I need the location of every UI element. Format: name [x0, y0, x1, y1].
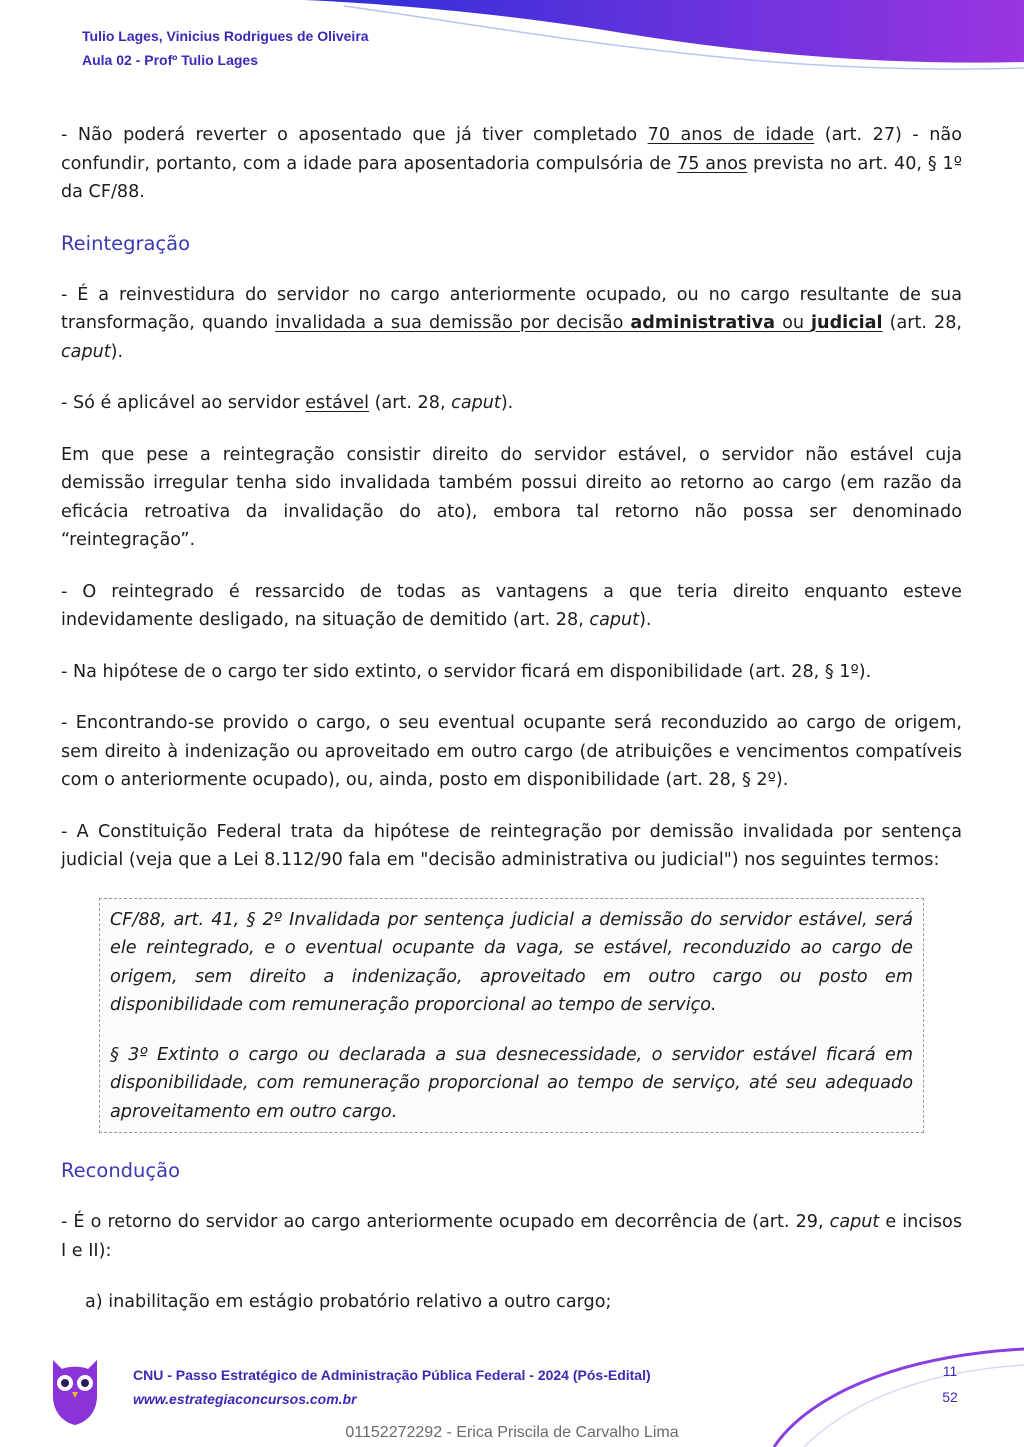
- text: - Não poderá reverter o aposentado que já tiver completado: [61, 125, 648, 145]
- underlined-text: ou: [775, 313, 812, 333]
- paragraph-constituicao: - A Constituição Federal trata da hipótese de reintegração por demissão invalidada por sentença judicial (veja que a Lei 8.112/90 fala em "decisão administrativa ou judicial") nos seguintes termos:: [61, 821, 962, 870]
- bold-administrativa: administrativa: [630, 313, 776, 333]
- text: - É o retorno do servidor ao cargo anteriormente ocupado em decorrência de (art. 29,: [61, 1212, 830, 1232]
- paragraph-reintegracao-definition: [61, 281, 962, 367]
- quote-art41-par3: § 3º Extinto o cargo ou declarada a sua desnecessidade, o servidor estável ficará em disponibilidade, com remuneração proporcional ao tempo de serviço, até seu adequado aproveitamento em outro cargo.: [110, 1044, 913, 1122]
- legal-quote-box: [99, 898, 924, 1134]
- paragraph-cargo-provido: - Encontrando-se provido o cargo, o seu eventual ocupante será reconduzido ao cargo de origem, sem direito à indenização ou aproveitado em outro cargo (de atribuições e vencimentos compatíveis com o anteriormente ocupado), ou, ainda, posto em disponibilidade (art. 28, § 2º).: [61, 713, 962, 790]
- italic-caput: caput: [61, 341, 111, 362]
- underlined-estavel: estável: [305, 393, 369, 413]
- italic-caput: caput: [451, 393, 501, 413]
- page-number: 11: [942, 1363, 958, 1379]
- text: e incisos I e II):: [61, 1212, 962, 1261]
- page-total: 52: [942, 1389, 958, 1405]
- text: ).: [500, 393, 514, 413]
- text: (art. 28,: [882, 313, 962, 333]
- bold-judicial: judicial: [811, 313, 883, 333]
- document-body: [61, 121, 962, 1340]
- paragraph-cargo-extinto: - Na hipótese de o cargo ter sido extinto, o servidor ficará em disponibilidade (art. 28, § 1º).: [61, 661, 872, 682]
- underlined-age-70: 70 anos de idade: [647, 125, 815, 145]
- text: ).: [110, 341, 124, 362]
- heading-reintegracao: Reintegração: [61, 231, 191, 255]
- list-item-a: a) inabilitação em estágio probatório relativo a outro cargo;: [85, 1292, 612, 1312]
- paragraph-nao-estavel: Em que pese a reintegração consistir direito do servidor estável, o servidor não estável cuja demissão irregular tenha sido invalidada também possui direito ao retorno ao cargo (em razão da eficácia retroativa da invalidação do ato), embora tal retorno não possa ser denominado “reintegração”.: [61, 444, 962, 550]
- header-swoosh-decoration: [304, 0, 1024, 80]
- heading-reconducao: Recondução: [61, 1159, 181, 1182]
- footer-website-link[interactable]: www.estrategiaconcursos.com.br: [133, 1391, 357, 1407]
- text: - O reintegrado é ressarcido de todas as vantagens a que teria direito enquanto esteve indevidamente desligado, na situação de demitido (art. 28,: [61, 581, 962, 630]
- paragraph-estavel: [61, 389, 962, 418]
- text: - É a reinvestidura do servidor no cargo anteriormente ocupado, ou no cargo resultante de sua transformação, quando: [61, 284, 962, 333]
- underlined-text: invalidada a sua demissão por decisão: [275, 313, 631, 333]
- text: (art. 27) - não confundir, portanto, com a idade para aposentadoria compulsória de: [61, 125, 962, 174]
- text: (art. 28,: [369, 393, 452, 413]
- header-class-title: Aula 02 - Profº Tulio Lages: [82, 52, 258, 68]
- header-authors: Tulio Lages, Vinicius Rodrigues de Oliveira: [82, 28, 369, 44]
- quote-art41-par2: CF/88, art. 41, § 2º Invalidada por sentença judicial a demissão do servidor estável, será ele reintegrado, e o eventual ocupante da vaga, se estável, reconduzido ao cargo de origem, sem direito a indenização, aproveitado em outro cargo ou posto em disponibilidade com remuneração proporcional ao tempo de serviço.: [110, 909, 913, 1015]
- footer-course-title: CNU - Passo Estratégico de Administração Pública Federal - 2024 (Pós-Edital): [133, 1367, 651, 1383]
- watermark-text: 01152272292 - Erica Priscila de Carvalho Lima: [345, 1424, 679, 1441]
- text: - Só é aplicável ao servidor: [61, 393, 306, 413]
- text: ).: [639, 610, 652, 630]
- paragraph-ressarcido: [61, 578, 962, 635]
- paragraph-aposentado: [61, 121, 962, 207]
- italic-caput: caput: [589, 610, 640, 630]
- text: prevista no art. 40, § 1º da CF/88.: [61, 153, 962, 202]
- owl-logo-icon: [50, 1356, 100, 1426]
- paragraph-reconducao-definition: [61, 1208, 962, 1265]
- italic-caput: caput: [829, 1212, 880, 1232]
- underlined-age-75: 75 anos: [677, 153, 748, 174]
